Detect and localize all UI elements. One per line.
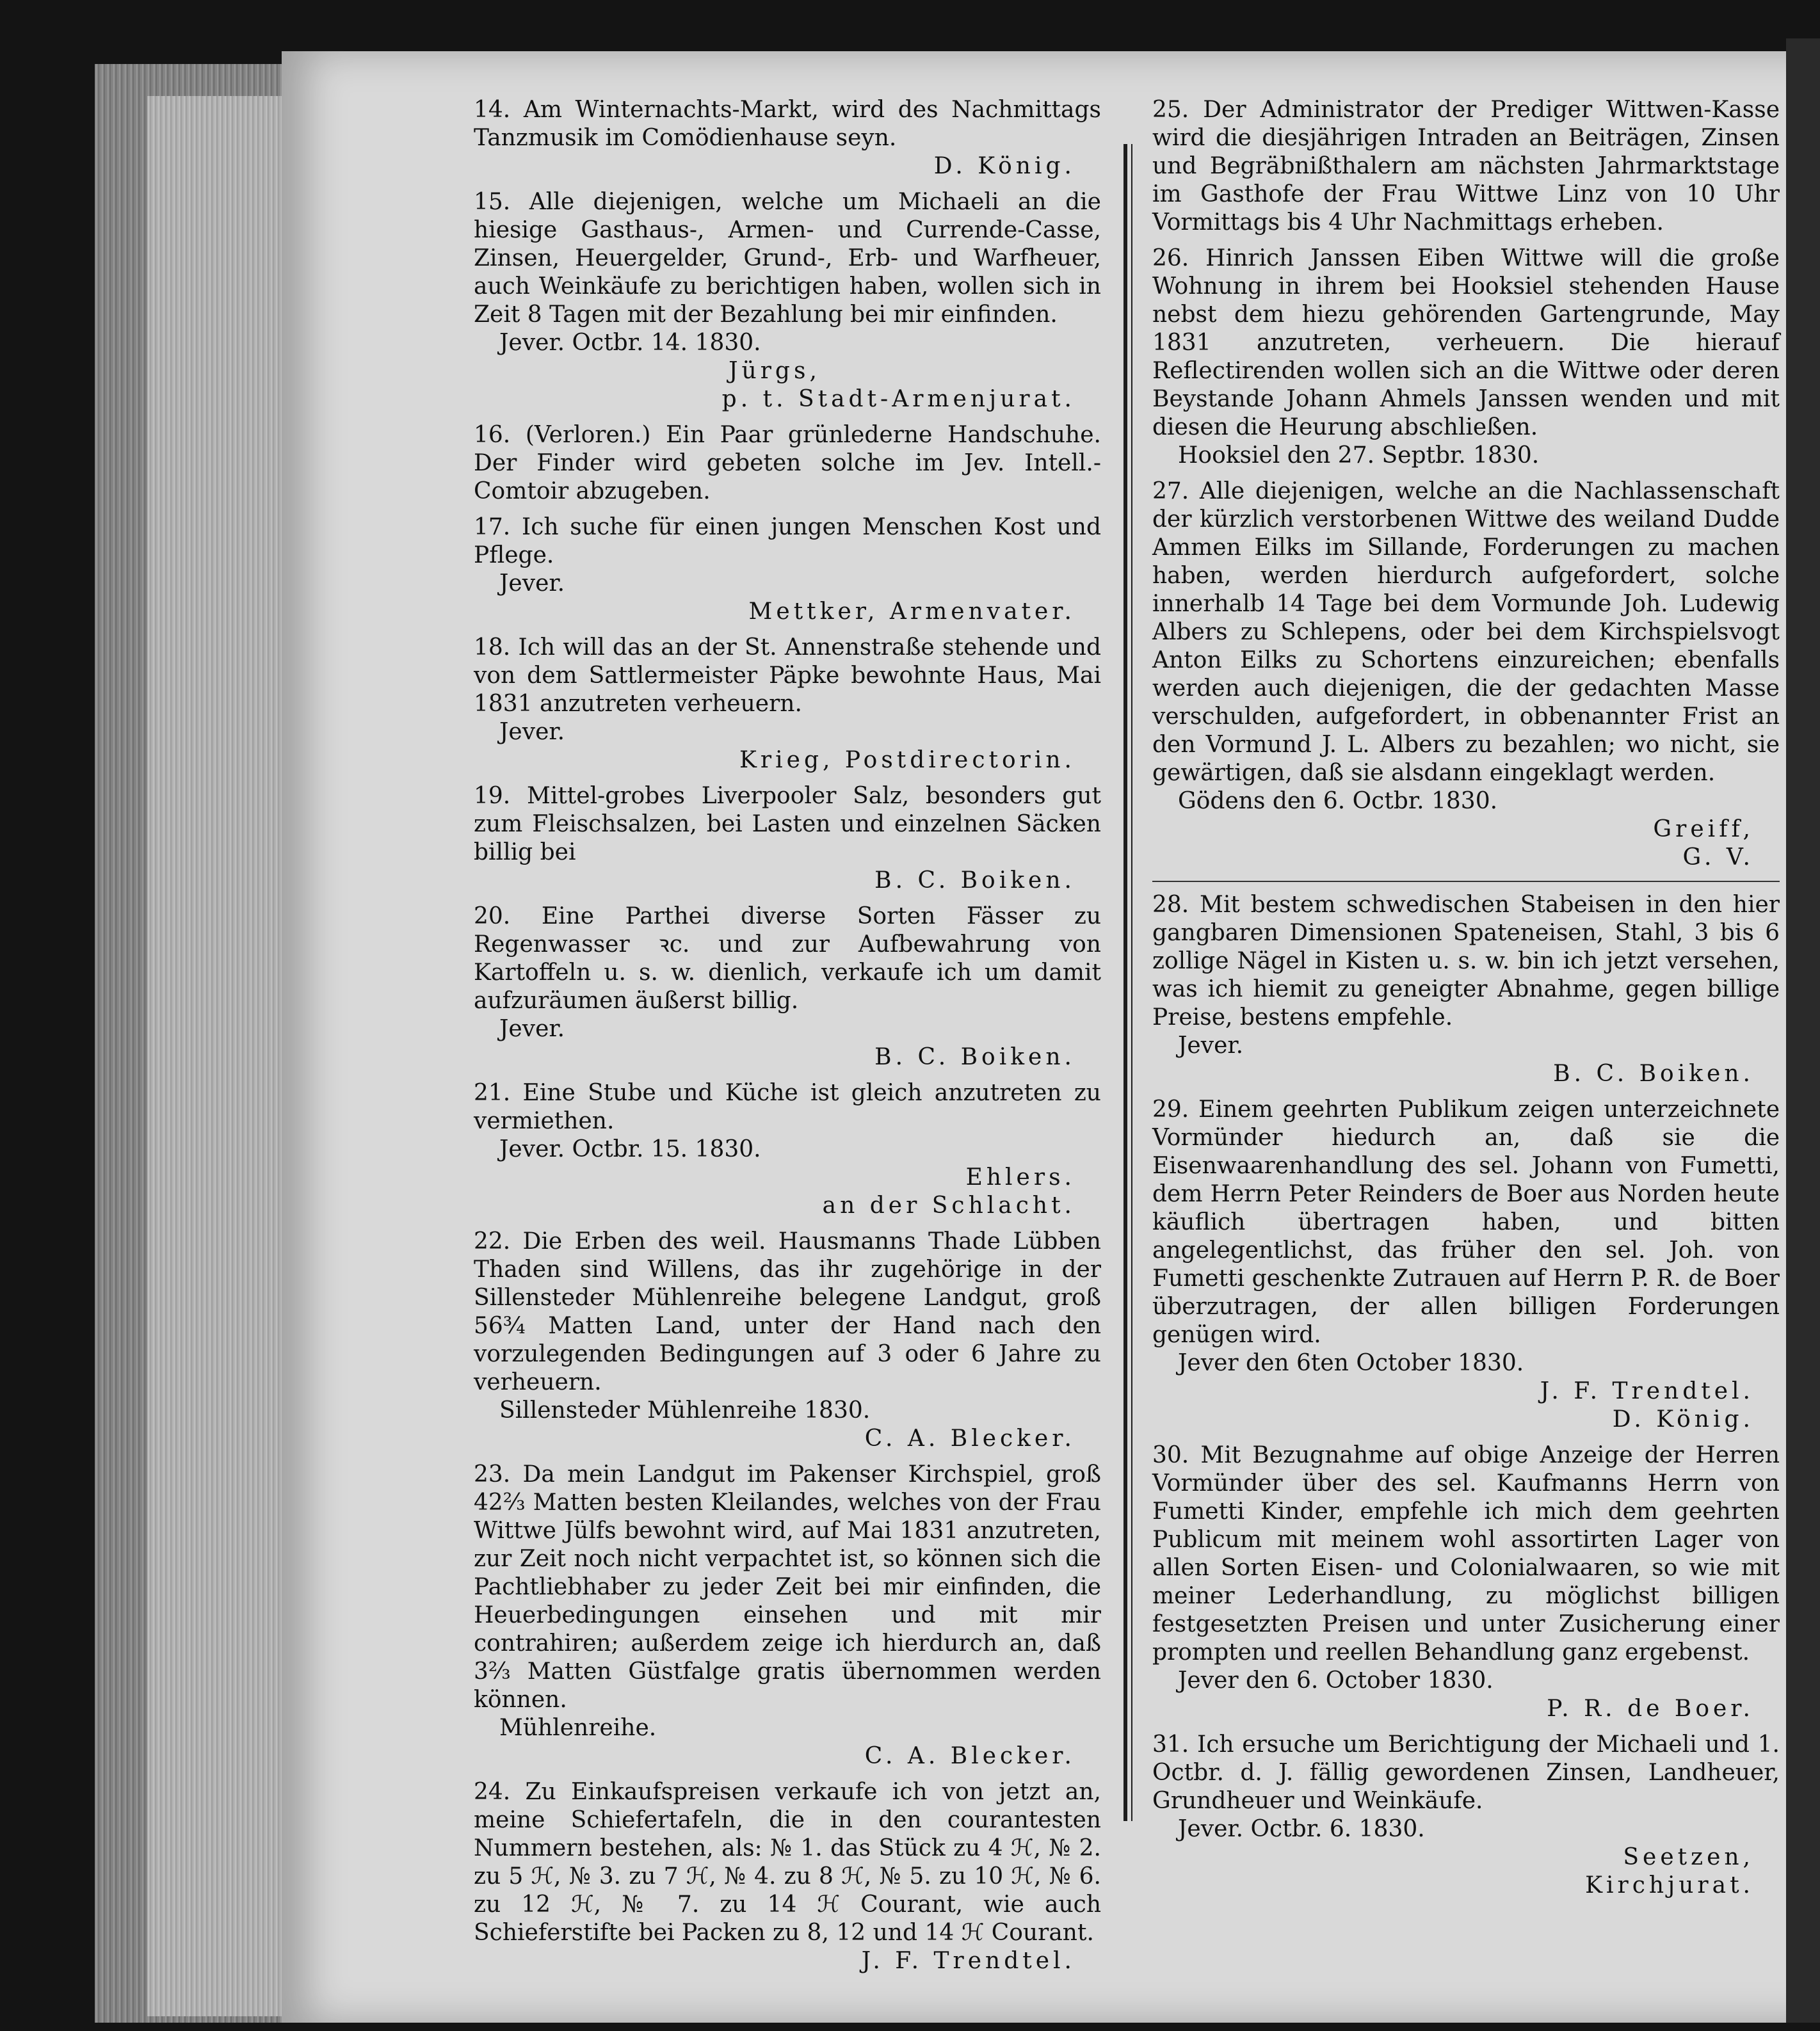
- notice-text: 30. Mit Bezugnahme auf obige Anzeige der Herren Vormünder über des sel. Kaufmanns Herrn von Fumetti Kinder, empfehle ich mich dem geehrten Publicum mit meinem wohl assortirten Lager von allen Sorten Eisen- und Colonialwaaren, so wie mit meiner Lederhandlung, zu möglichst billigen festgesetzten Preisen und unter Zusicherung einer prompten und reellen Behandlung ganz ergebenst.: [1152, 1442, 1780, 1666]
- notice-28: [1152, 891, 1780, 1088]
- notice-signature: D. König.: [933, 153, 1075, 179]
- notice-place-date: Jever.: [499, 570, 565, 597]
- notice-signature: Ehlers.: [965, 1164, 1075, 1191]
- notice-text: 25. Der Administrator der Prediger Wittwen-Kasse wird die diesjährigen Intraden an Beiträgen, Zinsen und Begräbnißthalern am nächsten Jahrmarktstage im Gasthofe der Frau Wittwe Linz von 10 Uhr Vormittags bis 4 Uhr Nachmittags erheben.: [1152, 97, 1780, 236]
- notice-text: 20. Eine Parthei diverse Sorten Fässer zu Regenwasser ꝛc. und zur Aufbewahrung von Kartoffeln u. s. w. dienlich, verkaufe ich um damit aufzuräumen äußerst billig.: [474, 903, 1101, 1014]
- notice-place-date: Jever den 6. October 1830.: [1178, 1667, 1494, 1694]
- notice-text: 29. Einem geehrten Publikum zeigen unterzeichnete Vormünder hiedurch an, daß sie die Eisenwaarenhandlung des sel. Johann von Fumetti, dem Herrn Peter Reinders de Boer aus Norden heute käuflich übertragen haben, und bitten angelegentlichst, das früher den sel. Joh. von Fumetti geschenkte Zutrauen auf Herrn P. R. de Boer überzutragen, der allen billigen Forderungen genügen wird.: [1152, 1096, 1780, 1348]
- notice-place-date: Jever.: [499, 1016, 565, 1042]
- notice-22: [474, 1228, 1101, 1453]
- notice-text: 28. Mit bestem schwedischen Stabeisen in den hier gangbaren Dimensionen Spateneisen, Stahl, 3 bis 6 zollige Nägel in Kisten u. s. w. bin ich jetzt versehen, was ich hiemit zu geneigter Abnahme, gegen billige Preise, bestens empfehle.: [1152, 892, 1780, 1031]
- notice-21: [474, 1079, 1101, 1220]
- next-page-fringe: [1786, 38, 1820, 2023]
- notice-signature: B. C. Boiken.: [874, 1044, 1075, 1070]
- notice-place-date: Jever.: [499, 719, 565, 745]
- notice-signature: P. R. de Boer.: [1547, 1696, 1754, 1722]
- notice-signature: Greiff,: [1653, 816, 1754, 842]
- notice-signature-title: G. V.: [1682, 844, 1754, 871]
- section-rule: [1152, 881, 1780, 882]
- notice-16: [474, 421, 1101, 506]
- notice-text: 18. Ich will das an der St. Annenstraße stehende und von dem Sattlermeister Päpke bewohnte Haus, Mai 1831 anzutreten verheuern.: [474, 634, 1101, 717]
- notice-18: [474, 634, 1101, 775]
- notice-place-date: Jever. Octbr. 14. 1830.: [499, 330, 761, 356]
- notice-signature-title: an der Schlacht.: [822, 1192, 1075, 1219]
- notice-signature: J. F. Trendtel.: [1540, 1378, 1754, 1404]
- notice-signature-title: p. t. Stadt-Armenjurat.: [721, 386, 1075, 412]
- notice-31: [1152, 1731, 1780, 1900]
- notice-signature: B. C. Boiken.: [1553, 1061, 1754, 1087]
- notice-text: 16. (Verloren.) Ein Paar grünlederne Handschuhe. Der Finder wird gebeten solche im Jev. Intell.-Comtoir abzugeben.: [474, 422, 1101, 504]
- notice-20: [474, 903, 1101, 1072]
- book-page-edges-inner: [147, 96, 288, 2016]
- notice-signature: J. F. Trendtel.: [861, 1948, 1075, 1974]
- notice-text: 15. Alle diejenigen, welche um Michaeli an die hiesige Gasthaus-, Armen- und Currende-Casse, Zinsen, Heuergelder, Grund-, Erb- und Warfheuer, auch Weinkäufe zu berichtigen haben, wollen sich in Zeit 8 Tagen mit der Bezahlung bei mir einfinden.: [474, 189, 1101, 328]
- notice-text: 31. Ich ersuche um Berichtigung der Michaeli und 1. Octbr. d. J. fällig gewordenen Zinsen, Landheuer, Grundheuer und Weinkäufe.: [1152, 1731, 1780, 1814]
- notice-place-date: Jever.: [1178, 1032, 1244, 1059]
- notice-signature: C. A. Blecker.: [864, 1425, 1075, 1452]
- notice-24: [474, 1778, 1101, 1975]
- column-divider: [1123, 144, 1127, 1821]
- notice-text: 24. Zu Einkaufspreisen verkaufe ich von jetzt an, meine Schiefertafeln, die in den courantesten Nummern bestehen, als: № 1. das Stück zu 4 ℋ, № 2. zu 5 ℋ, № 3. zu 7 ℋ, № 4. zu 8 ℋ, № 5. zu 10 ℋ, № 6. zu 12 ℋ, № 7. zu 14 ℋ Courant, wie auch Schieferstifte bei Packen zu 8, 12 und 14 ℋ Courant.: [474, 1779, 1101, 1946]
- notice-place-date: Jever. Octbr. 15. 1830.: [499, 1136, 761, 1162]
- notice-text: 17. Ich suche für einen jungen Menschen Kost und Pflege.: [474, 514, 1101, 568]
- notice-30: [1152, 1441, 1780, 1723]
- notice-27: [1152, 478, 1780, 872]
- notice-place-date: Hooksiel den 27. Septbr. 1830.: [1178, 442, 1540, 469]
- notice-text: 21. Eine Stube und Küche ist gleich anzutreten zu vermiethen.: [474, 1080, 1101, 1134]
- notice-signature: Seetzen,: [1623, 1844, 1754, 1870]
- notice-text: 19. Mittel-grobes Liverpooler Salz, besonders gut zum Fleischsalzen, bei Lasten und einzelnen Säcken billig bei: [474, 783, 1101, 865]
- notice-place-date: Jever. Octbr. 6. 1830.: [1178, 1816, 1425, 1842]
- notice-text: 27. Alle diejenigen, welche an die Nachlassenschaft der kürzlich verstorbenen Wittwe des weiland Dudde Ammen Eilks im Sillande, Forderungen zu machen haben, werden hierdurch aufgefordert, solche innerhalb 14 Tage bei dem Vormunde Joh. Ludewig Albers zu Schlepens, oder bei dem Kirchspielsvogt Anton Eilks zu Schortens einzureichen; ebenfalls werden auch diejenigen, die der gedachten Masse verschulden, aufgefordert, in obbenannter Frist an den Vormund J. L. Albers zu bezahlen; wo nicht, sie gewärtigen, daß sie alsdann eingeklagt werden.: [1152, 478, 1780, 786]
- notice-text: 22. Die Erben des weil. Hausmanns Thade Lübben Thaden sind Willens, das ihr zugehörige in der Sillensteder Mühlenreihe belegene Landgut, groß 56¾ Matten Land, unter der Hand nach den vorzulegenden Bedingungen auf 3 oder 6 Jahre zu verheuern.: [474, 1228, 1101, 1395]
- notice-signature: Mettker, Armenvater.: [748, 598, 1075, 625]
- notice-17: [474, 513, 1101, 626]
- left-column: [474, 96, 1101, 1983]
- column-divider-thin: [1131, 144, 1132, 1821]
- notice-text: 26. Hinrich Janssen Eiben Wittwe will die große Wohnung in ihrem bei Hooksiel stehenden Hause nebst dem hiezu gehörenden Gartengrunde, May 1831 anzutreten, verheuern. Die hierauf Reflectirenden wollen sich an die Wittwe oder deren Beystande Johann Ahmels Janssen wenden und mit diesen die Heurung abschließen.: [1152, 245, 1780, 440]
- notice-signature: Krieg, Postdirectorin.: [739, 747, 1075, 773]
- notice-place-date: Gödens den 6. Octbr. 1830.: [1178, 788, 1498, 814]
- notice-signature: B. C. Boiken.: [874, 867, 1075, 894]
- notice-23: [474, 1461, 1101, 1770]
- notice-signature-second: D. König.: [1612, 1406, 1754, 1433]
- right-column: [1152, 96, 1780, 1907]
- notice-place-date: Jever den 6ten October 1830.: [1178, 1350, 1524, 1376]
- notice-29: [1152, 1096, 1780, 1434]
- notice-place-date: Mühlenreihe.: [499, 1715, 657, 1741]
- notice-19: [474, 782, 1101, 895]
- notice-25: [1152, 96, 1780, 237]
- notice-signature: Jürgs,: [729, 358, 821, 384]
- notice-26: [1152, 245, 1780, 470]
- notice-text: 14. Am Winternachts-Markt, wird des Nachmittags Tanzmusik im Comödienhause seyn.: [474, 97, 1101, 151]
- notice-15: [474, 188, 1101, 413]
- notice-text: 23. Da mein Landgut im Pakenser Kirchspiel, groß 42⅔ Matten besten Kleilandes, welches von der Frau Wittwe Jülfs bewohnt wird, auf Mai 1831 anzutreten, zur Zeit noch nicht verpachtet ist, so können sich die Pachtliebhaber zu jeder Zeit bei mir einfinden, die Heuerbedingungen einsehen und mit mir contrahiren; außerdem zeige ich hierdurch an, daß 3⅔ Matten Güstfalge gratis übernommen werden können.: [474, 1461, 1101, 1713]
- notice-signature-title: Kirchjurat.: [1585, 1872, 1754, 1899]
- notice-14: [474, 96, 1101, 181]
- notice-place-date: Sillensteder Mühlenreihe 1830.: [499, 1397, 871, 1424]
- notice-signature: C. A. Blecker.: [864, 1743, 1075, 1769]
